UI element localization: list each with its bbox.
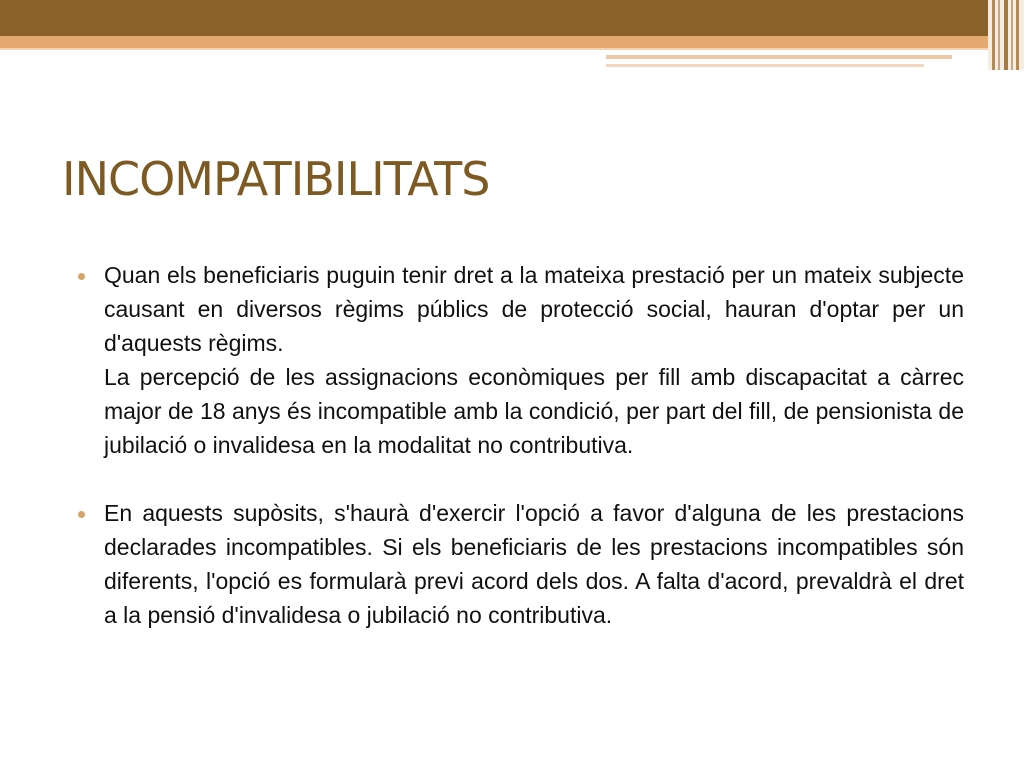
bullet-paragraph: Quan els beneficiaris puguin tenir dret a la mateixa prestació per un mateix subjecte causant en diversos règims públics de protecció social, hauran d'optar per un d'aquests règims. [104, 262, 964, 356]
bullet-icon [78, 273, 85, 280]
corner-stripe [998, 0, 1000, 70]
bullet-paragraph: La percepció de les assignacions econòmiques per fill amb discapacitat a càrrec major de 18 anys és incompatible amb la condició, per part del fill, de pensionista de jubilació o invalidesa en la modalitat no contributiva. [104, 364, 964, 458]
bullet-item [78, 496, 964, 632]
corner-stripe [1011, 0, 1013, 70]
corner-stripe [992, 0, 995, 70]
bullet-list [78, 258, 964, 632]
corner-stripe [1016, 0, 1019, 70]
bullet-paragraph: En aquests supòsits, s'haurà d'exercir l'opció a favor d'alguna de les prestacions declarades incompatibles. Si els beneficiaris de les prestacions incompatibles són diferents, l'opció es formularà previ acord dels dos. A falta d'acord, prevaldrà el dret a la pensió d'invalidesa o jubilació no contributiva. [104, 500, 964, 628]
corner-stripe [1004, 0, 1008, 70]
slide-title: INCOMPATIBILITATS [62, 152, 490, 206]
header-band [0, 0, 1024, 36]
decorative-line [606, 64, 924, 67]
bullet-icon [78, 511, 85, 518]
header-accent-band [0, 36, 990, 48]
bullet-item [78, 258, 964, 462]
decorative-line [606, 55, 952, 59]
header-thin-band [0, 48, 990, 50]
